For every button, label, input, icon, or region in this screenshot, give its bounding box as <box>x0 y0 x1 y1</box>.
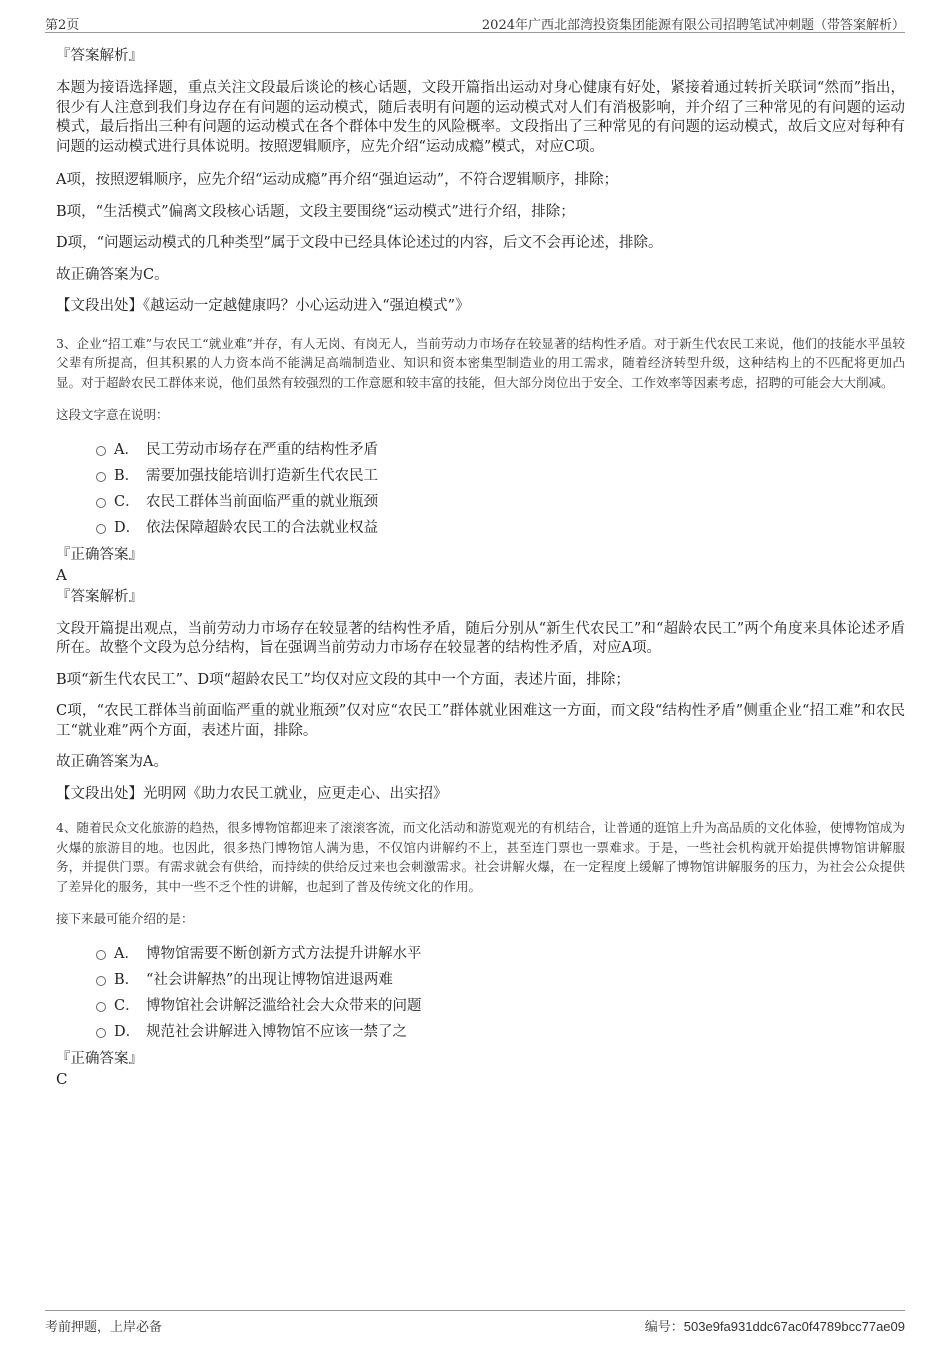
document-title: 2024年广西北部湾投资集团能源有限公司招聘笔试冲刺题（带答案解析） <box>481 18 905 33</box>
source-citation: 【文段出处】光明网《助力农民工就业，应更走心、出实招》 <box>56 785 448 802</box>
question-3-prompt: 这段文字意在说明： <box>56 407 169 422</box>
option-b-note: B项，“生活模式”偏离文段核心话题，文段主要围绕“运动模式”进行介绍，排除； <box>56 203 575 220</box>
page-content <box>56 46 905 1089</box>
option-key: C． <box>114 493 140 510</box>
question-3-options <box>96 437 905 541</box>
radio-icon[interactable] <box>96 524 106 534</box>
analysis-paragraph: 本题为接语选择题，重点关注文段最后谈论的核心话题，文段开篇指出运动对身心健康有好处，紧接着通过转折关联词“然而”指出，很少有人注意到我们身边存在有问题的运动模式，随后表明有问题的运动模式对人们有消极影响，并介绍了三种常见的有问题的运动模式，最后指出三种有问题的运动模式在各个群体中发生的风险概率。文段指出了三种常见的有问题的运动模式，故后文应对每种有问题的运动模式进行具体说明。按照逻辑顺序，应先介绍“运动成瘾”模式，对应C项。 <box>56 80 905 155</box>
option-a[interactable] <box>96 437 905 463</box>
correct-answer: A <box>56 565 67 584</box>
option-c-note: C项，“农民工群体当前面临严重的就业瓶颈”仅对应“农民工”群体就业困难这一方面，而文段“结构性矛盾”侧重企业“招工难”和农民工“就业难”两个方面，表述片面，排除。 <box>56 703 905 739</box>
option-key: D． <box>114 1023 141 1040</box>
radio-icon[interactable] <box>96 472 106 482</box>
option-d-note: D项，“问题运动模式的几种类型”属于文段中已经具体论述过的内容，后文不会再论述，排除。 <box>56 235 663 251</box>
option-b[interactable] <box>96 463 905 489</box>
analysis-label: 『答案解析』 <box>56 48 143 64</box>
option-a[interactable] <box>96 941 905 967</box>
page-header <box>45 12 905 33</box>
option-text: “社会讲解热”的出现让博物馆进退两难 <box>146 971 393 988</box>
conclusion: 故正确答案为A。 <box>56 754 168 770</box>
radio-icon[interactable] <box>96 950 106 960</box>
correct-answer: C <box>56 1069 68 1088</box>
page-footer <box>45 1310 905 1335</box>
question-4-options <box>96 941 905 1045</box>
option-key: C． <box>114 997 140 1014</box>
source-citation: 【文段出处】《越运动一定越健康吗？小心运动进入“强迫模式”》 <box>56 298 470 314</box>
radio-icon[interactable] <box>96 1028 106 1038</box>
option-d[interactable] <box>96 1019 905 1045</box>
option-text: 依法保障超龄农民工的合法就业权益 <box>146 519 378 536</box>
option-text: 博物馆需要不断创新方式方法提升讲解水平 <box>146 945 422 962</box>
page-number: 第2页 <box>45 18 80 33</box>
option-b[interactable] <box>96 967 905 993</box>
option-text: 规范社会讲解进入博物馆不应该一禁了之 <box>146 1023 407 1040</box>
correct-answer-label: 『正确答案』 <box>56 1050 143 1067</box>
conclusion: 故正确答案为C。 <box>56 266 169 283</box>
option-key: A． <box>114 945 139 962</box>
question-4-passage: 4、随着民众文化旅游的趋热，很多博物馆都迎来了滚滚客流，而文化活动和游览观光的有机结合，让普通的逛馆上升为高品质的文化体验，使博物馆成为火爆的旅游目的地。也因此，很多热门博物馆人满为患，不仅馆内讲解约不上，甚至连门票也一票难求。于是，一些社会机构就开始提供博物馆讲解服务，并提供门票。有需求就会有供给，而持续的供给反过来也会刺激需求。社会讲解火爆，在一定程度上缓解了博物馆讲解服务的压力，为社会公众提供了差异化的服务，其中一些不乏个性的讲解，也起到了普及传统文化的作用。 <box>56 820 905 894</box>
analysis-paragraph: 文段开篇提出观点，当前劳动力市场存在较显著的结构性矛盾，随后分别从“新生代农民工”和“超龄农民工”两个角度来具体论述矛盾所在。故整个文段为总分结构，旨在强调当前劳动力市场存在较显著的结构性矛盾，对应A项。 <box>56 620 905 656</box>
option-text: 农民工群体当前面临严重的就业瓶颈 <box>146 493 378 510</box>
question-4-prompt: 接下来最可能介绍的是： <box>56 911 194 926</box>
option-key: D． <box>114 519 141 536</box>
radio-icon[interactable] <box>96 976 106 986</box>
radio-icon[interactable] <box>96 446 106 456</box>
option-bd-note: B项“新生代农民工”、D项“超龄农民工”均仅对应文段的其中一个方面，表述片面，排除； <box>56 671 630 688</box>
correct-answer-label: 『正确答案』 <box>56 546 143 563</box>
analysis-label: 『答案解析』 <box>56 588 143 605</box>
option-key: A． <box>114 441 139 458</box>
footer-slogan: 考前押题，上岸必备 <box>45 1320 163 1335</box>
radio-icon[interactable] <box>96 1002 106 1012</box>
option-text: 需要加强技能培训打造新生代农民工 <box>146 467 378 484</box>
option-key: B． <box>114 467 140 484</box>
radio-icon[interactable] <box>96 498 106 508</box>
option-text: 博物馆社会讲解泛滥给社会大众带来的问题 <box>146 997 422 1014</box>
option-d[interactable] <box>96 515 905 541</box>
question-3-passage: 3、企业“招工难”与农民工“就业难”并存，有人无岗、有岗无人，当前劳动力市场存在较显著的结构性矛盾。对于新生代农民工来说，他们的技能水平虽较父辈有所提高，但其积累的人力资本尚不能满足高端制造业、知识和资本密集型制造业的用工需求，随着经济转型升级，这种结构上的不匹配将更加凸显。对于超龄农民工群体来说，他们虽然有较强烈的工作意愿和较丰富的技能，但大部分岗位出于安全、工作效率等因素考虑，招聘的可能会大大削减。 <box>56 335 905 390</box>
serial-number: 编号：503e9fa931ddc67ac0f4789bcc77ae09 <box>644 1319 905 1334</box>
option-key: B． <box>114 971 140 988</box>
option-a-note: A项，按照逻辑顺序，应先介绍“运动成瘾”再介绍“强迫运动”，不符合逻辑顺序，排除； <box>56 172 619 188</box>
option-c[interactable] <box>96 489 905 515</box>
option-c[interactable] <box>96 993 905 1019</box>
option-text: 民工劳动市场存在严重的结构性矛盾 <box>146 441 378 458</box>
